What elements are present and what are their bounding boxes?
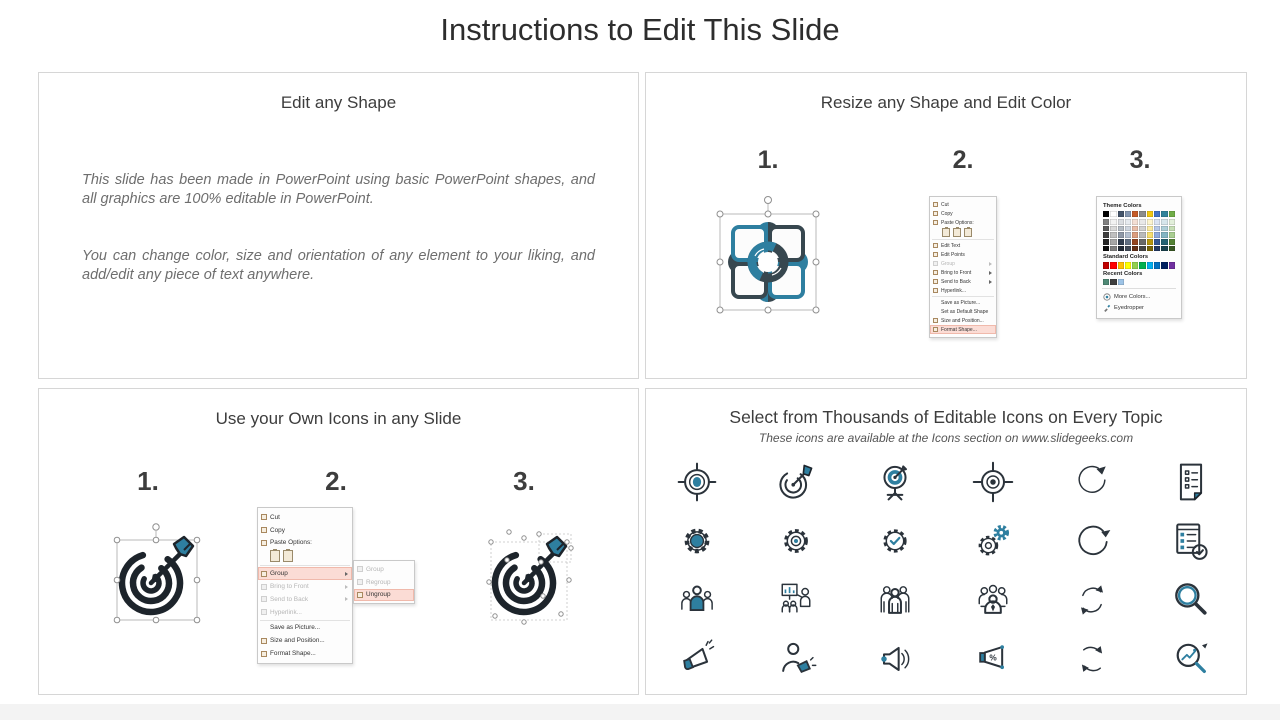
gear-solid-icon[interactable]: [674, 518, 720, 564]
send-to-back-icon: [933, 279, 938, 284]
target-dart-ungrouped-icon: [477, 520, 581, 630]
color-swatch[interactable]: [1118, 279, 1124, 285]
color-tint-swatch[interactable]: [1125, 239, 1131, 245]
search-analytics-icon[interactable]: [1168, 636, 1214, 682]
paste-keep-source-icon[interactable]: [270, 550, 280, 562]
color-tint-swatch[interactable]: [1161, 226, 1167, 232]
color-swatch[interactable]: [1125, 211, 1131, 217]
sync-arrows-icon[interactable]: [1069, 577, 1115, 623]
panel-heading-edit-shape: Edit any Shape: [280, 93, 397, 112]
cycle-arrows-icon[interactable]: [1069, 636, 1115, 682]
menu-item-size-position[interactable]: Size and Position...: [258, 634, 352, 647]
color-tint-swatch[interactable]: [1161, 232, 1167, 238]
color-tint-swatch[interactable]: [1103, 246, 1109, 252]
color-tint-swatch[interactable]: [1118, 226, 1124, 232]
menu-item-cut[interactable]: Cut: [258, 511, 352, 524]
color-tint-swatch[interactable]: [1110, 226, 1116, 232]
menu-item-cut[interactable]: Cut: [930, 200, 996, 209]
svg-text:%: %: [989, 652, 997, 662]
color-tint-swatch[interactable]: [1110, 232, 1116, 238]
presentation-audience-icon[interactable]: [773, 577, 819, 623]
color-tint-swatch[interactable]: [1139, 219, 1145, 225]
instruction-paragraph-2: You can change color, size and orientation of any element to your liking, and add/edit any piece of text anywhere.: [82, 248, 595, 283]
slide-title: Instructions to Edit This Slide: [440, 12, 840, 47]
color-tint-swatch[interactable]: [1110, 219, 1116, 225]
standard-swatch-row[interactable]: [1103, 262, 1176, 268]
megaphone-icon[interactable]: [674, 636, 720, 682]
context-menu-group: [257, 507, 353, 664]
menu-item-bring-to-front[interactable]: Bring to Front: [930, 268, 996, 277]
color-tint-swatch[interactable]: [1103, 226, 1109, 232]
color-swatch[interactable]: [1110, 262, 1116, 268]
target-focus-icon[interactable]: [674, 459, 720, 505]
color-tint-swatch[interactable]: [1118, 239, 1124, 245]
color-tint-swatch[interactable]: [1132, 226, 1138, 232]
color-tint-swatch[interactable]: [1125, 219, 1131, 225]
color-swatch[interactable]: [1103, 262, 1109, 268]
recent-colors-label: Recent Colors: [1103, 270, 1143, 277]
submenu-arrow-icon: [989, 271, 992, 275]
color-swatch[interactable]: [1147, 262, 1153, 268]
color-tint-swatch[interactable]: [1147, 246, 1153, 252]
color-tint-swatch[interactable]: [1125, 232, 1131, 238]
color-swatch[interactable]: [1118, 211, 1124, 217]
color-tint-swatch[interactable]: [1139, 226, 1145, 232]
selected-shape-graphic[interactable]: [703, 192, 833, 334]
refresh-arrow-icon[interactable]: [1069, 518, 1115, 564]
color-swatch[interactable]: [1154, 211, 1160, 217]
context-menu-small: [929, 196, 997, 338]
color-swatch[interactable]: [1132, 262, 1138, 268]
submenu-item-regroup[interactable]: Regroup: [354, 576, 414, 589]
standard-colors-label: Standard Colors: [1103, 254, 1149, 261]
color-swatch[interactable]: [1132, 211, 1138, 217]
task-check-panel-icon[interactable]: [1168, 518, 1214, 564]
paste-options-row[interactable]: [930, 227, 996, 238]
submenu-arrow-icon: [345, 572, 348, 576]
menu-separator: [260, 620, 350, 621]
color-tint-swatch[interactable]: [1125, 246, 1131, 252]
submenu-item-group[interactable]: Group: [354, 563, 414, 576]
color-tint-swatch[interactable]: [1147, 232, 1153, 238]
group-icon: [261, 571, 267, 577]
paste-picture-icon[interactable]: [283, 550, 293, 562]
color-tint-swatch[interactable]: [1103, 232, 1109, 238]
menu-item-copy[interactable]: Copy: [930, 209, 996, 218]
cut-icon: [261, 514, 267, 520]
group-submenu: [353, 560, 415, 604]
menu-item-copy[interactable]: Copy: [258, 524, 352, 537]
color-tint-swatch[interactable]: [1154, 226, 1160, 232]
menu-item-paste-options[interactable]: Paste Options:: [930, 218, 996, 227]
menu-separator: [260, 565, 350, 566]
rotate-handle-icon[interactable]: [765, 197, 772, 204]
promo-megaphone-icon[interactable]: [970, 636, 1016, 682]
color-swatch[interactable]: [1147, 211, 1153, 217]
copy-icon: [261, 527, 267, 533]
color-tint-swatch[interactable]: [1110, 239, 1116, 245]
color-tint-swatch[interactable]: [1169, 226, 1175, 232]
submenu-arrow-icon: [989, 262, 992, 266]
icon-library-subheading: These icons are available at the Icons section on www.slidegeeks.com: [758, 431, 1134, 445]
paste-options-row[interactable]: [258, 549, 352, 564]
copy-icon: [933, 211, 938, 216]
color-tint-swatch[interactable]: [1132, 239, 1138, 245]
color-tint-swatch[interactable]: [1154, 219, 1160, 225]
color-swatch[interactable]: [1125, 262, 1131, 268]
color-tint-swatch[interactable]: [1147, 239, 1153, 245]
team-group-icon[interactable]: [872, 577, 918, 623]
menu-separator: [932, 296, 994, 297]
color-swatch[interactable]: [1169, 262, 1175, 268]
color-tint-swatch[interactable]: [1169, 219, 1175, 225]
hyperlink-icon: [933, 288, 938, 293]
panel-heading-icon-library: Select from Thousands of Editable Icons on Every Topic: [729, 407, 1163, 427]
menu-item-format-shape[interactable]: Format Shape...: [258, 647, 352, 660]
color-wheel-icon: [1103, 293, 1111, 301]
checklist-document-icon[interactable]: [1168, 459, 1214, 505]
paste-keep-source-icon[interactable]: [942, 228, 950, 237]
menu-item-size-position[interactable]: Size and Position...: [930, 316, 996, 325]
double-gears-icon[interactable]: [970, 518, 1016, 564]
color-tint-swatch[interactable]: [1161, 219, 1167, 225]
color-tint-swatch[interactable]: [1132, 219, 1138, 225]
gear-center-dot-icon[interactable]: [773, 518, 819, 564]
color-tint-swatch[interactable]: [1125, 226, 1131, 232]
menu-item-save-as-picture[interactable]: Save as Picture...: [270, 624, 321, 632]
color-swatch[interactable]: [1169, 211, 1175, 217]
color-tint-swatch[interactable]: [1103, 239, 1109, 245]
panel-edit-any-shape: [38, 72, 639, 379]
paste-icon: [261, 540, 267, 546]
team-leader-icon[interactable]: [674, 577, 720, 623]
paste-picture-icon[interactable]: [964, 228, 972, 237]
ungroup-icon: [357, 592, 363, 598]
format-shape-icon: [933, 327, 938, 332]
color-swatch[interactable]: [1118, 262, 1124, 268]
color-swatch[interactable]: [1161, 262, 1167, 268]
color-swatch[interactable]: [1110, 279, 1116, 285]
paste-merge-icon[interactable]: [953, 228, 961, 237]
menu-item-bring-to-front[interactable]: Bring to Front: [258, 580, 352, 593]
color-tint-swatch[interactable]: [1154, 232, 1160, 238]
step-number-3: 3.: [1129, 146, 1151, 174]
crosshair-icon[interactable]: [970, 459, 1016, 505]
bring-to-front-icon: [261, 584, 267, 590]
color-tint-swatch[interactable]: [1161, 239, 1167, 245]
menu-item-edit-points[interactable]: Edit Points: [930, 250, 996, 259]
recent-swatch-row[interactable]: [1103, 279, 1176, 285]
panel-heading-own-icons: Use your Own Icons in any Slide: [215, 409, 462, 428]
bring-to-front-icon: [933, 270, 938, 275]
color-tint-swatch[interactable]: [1169, 232, 1175, 238]
menu-item-paste-options[interactable]: Paste Options:: [258, 537, 352, 550]
announcer-person-icon[interactable]: [773, 636, 819, 682]
color-swatch[interactable]: [1110, 211, 1116, 217]
color-tint-swatch[interactable]: [1139, 232, 1145, 238]
menu-item-hyperlink[interactable]: Hyperlink...: [258, 606, 352, 619]
color-tint-swatch[interactable]: [1110, 246, 1116, 252]
color-tint-swatch[interactable]: [1132, 246, 1138, 252]
selected-target-graphic[interactable]: [104, 520, 208, 630]
size-position-icon: [261, 638, 267, 644]
color-swatch[interactable]: [1154, 262, 1160, 268]
gear-check-icon[interactable]: [872, 518, 918, 564]
edit-text-icon: [933, 243, 938, 248]
color-tint-swatch[interactable]: [1139, 239, 1145, 245]
dartboard-arrow-icon[interactable]: [773, 459, 819, 505]
menu-item-format-shape[interactable]: Format Shape...: [930, 325, 996, 334]
color-tint-swatch[interactable]: [1118, 232, 1124, 238]
color-tint-swatch[interactable]: [1147, 219, 1153, 225]
rotate-handle-icon[interactable]: [153, 524, 159, 530]
submenu-arrow-icon: [989, 280, 992, 284]
color-swatch[interactable]: [1103, 211, 1109, 217]
menu-item-hyperlink[interactable]: Hyperlink...: [930, 286, 996, 295]
menu-item-send-to-back[interactable]: Send to Back: [930, 277, 996, 286]
color-tint-swatch[interactable]: [1118, 219, 1124, 225]
more-colors-item[interactable]: More Colors...: [1102, 292, 1176, 303]
target-dart-icon: [104, 520, 208, 630]
step-number-1: 1.: [137, 466, 159, 496]
color-tint-swatch[interactable]: [1169, 239, 1175, 245]
megaphone-sound-icon[interactable]: [872, 636, 918, 682]
color-tint-swatch[interactable]: [1154, 239, 1160, 245]
color-tint-swatch[interactable]: [1154, 246, 1160, 252]
quad-shape-icon: [703, 192, 833, 334]
slide-bottom-strip: [0, 704, 1280, 720]
send-to-back-icon: [261, 596, 267, 602]
menu-item-set-default-shape[interactable]: Set as Default Shape: [941, 308, 989, 315]
step-number-1: 1.: [757, 146, 779, 174]
size-position-icon: [933, 318, 938, 323]
color-tint-swatch[interactable]: [1103, 219, 1109, 225]
format-shape-icon: [261, 651, 267, 657]
redo-arrow-icon[interactable]: [1069, 459, 1115, 505]
color-tint-swatch[interactable]: [1147, 226, 1153, 232]
color-tint-swatch[interactable]: [1169, 246, 1175, 252]
color-swatch[interactable]: [1139, 211, 1145, 217]
color-swatch[interactable]: [1139, 262, 1145, 268]
color-tint-swatch[interactable]: [1139, 246, 1145, 252]
color-tint-swatch[interactable]: [1118, 246, 1124, 252]
submenu-arrow-icon: [345, 585, 348, 589]
regroup-icon: [357, 579, 363, 585]
group-icon: [933, 261, 938, 266]
menu-item-save-as-picture[interactable]: Save as Picture...: [941, 299, 981, 306]
step-number-2: 2.: [325, 466, 347, 496]
panel-separator: [1102, 288, 1176, 289]
color-swatch[interactable]: [1161, 211, 1167, 217]
menu-item-send-to-back[interactable]: Send to Back: [258, 593, 352, 606]
theme-colors-panel: [1096, 196, 1182, 319]
eyedropper-item[interactable]: Eyedropper: [1102, 303, 1176, 314]
submenu-arrow-icon: [345, 597, 348, 601]
submenu-item-ungroup[interactable]: Ungroup: [354, 589, 414, 602]
target-board-icon[interactable]: [872, 459, 918, 505]
hyperlink-icon: [261, 609, 267, 615]
instruction-paragraph-1: This slide has been made in PowerPoint using basic PowerPoint shapes, and all graphics are 100% editable in PowerPoint.: [82, 172, 595, 207]
theme-swatch-row[interactable]: [1103, 211, 1176, 217]
color-tint-swatch[interactable]: [1161, 246, 1167, 252]
color-tint-swatch[interactable]: [1132, 232, 1138, 238]
color-swatch[interactable]: [1103, 279, 1109, 285]
cut-icon: [933, 202, 938, 207]
menu-separator: [932, 239, 994, 240]
menu-item-group[interactable]: Group: [258, 567, 352, 580]
menu-item-edit-text[interactable]: Edit Text: [930, 241, 996, 250]
group-icon: [357, 566, 363, 572]
step-number-2: 2.: [952, 146, 974, 174]
magnifier-icon[interactable]: [1168, 577, 1214, 623]
eyedropper-icon: [1103, 304, 1111, 312]
paste-icon: [933, 220, 938, 225]
ungrouped-target-graphic[interactable]: [477, 520, 581, 630]
theme-colors-label: Theme Colors: [1103, 203, 1142, 209]
theme-tint-grid[interactable]: [1103, 219, 1176, 251]
panel-heading-resize-shape: Resize any Shape and Edit Color: [820, 93, 1072, 112]
discussion-group-icon[interactable]: [970, 577, 1016, 623]
icon-library-grid: [648, 452, 1240, 688]
edit-points-icon: [933, 252, 938, 257]
step-number-3: 3.: [513, 466, 535, 496]
menu-item-group[interactable]: Group: [930, 259, 996, 268]
